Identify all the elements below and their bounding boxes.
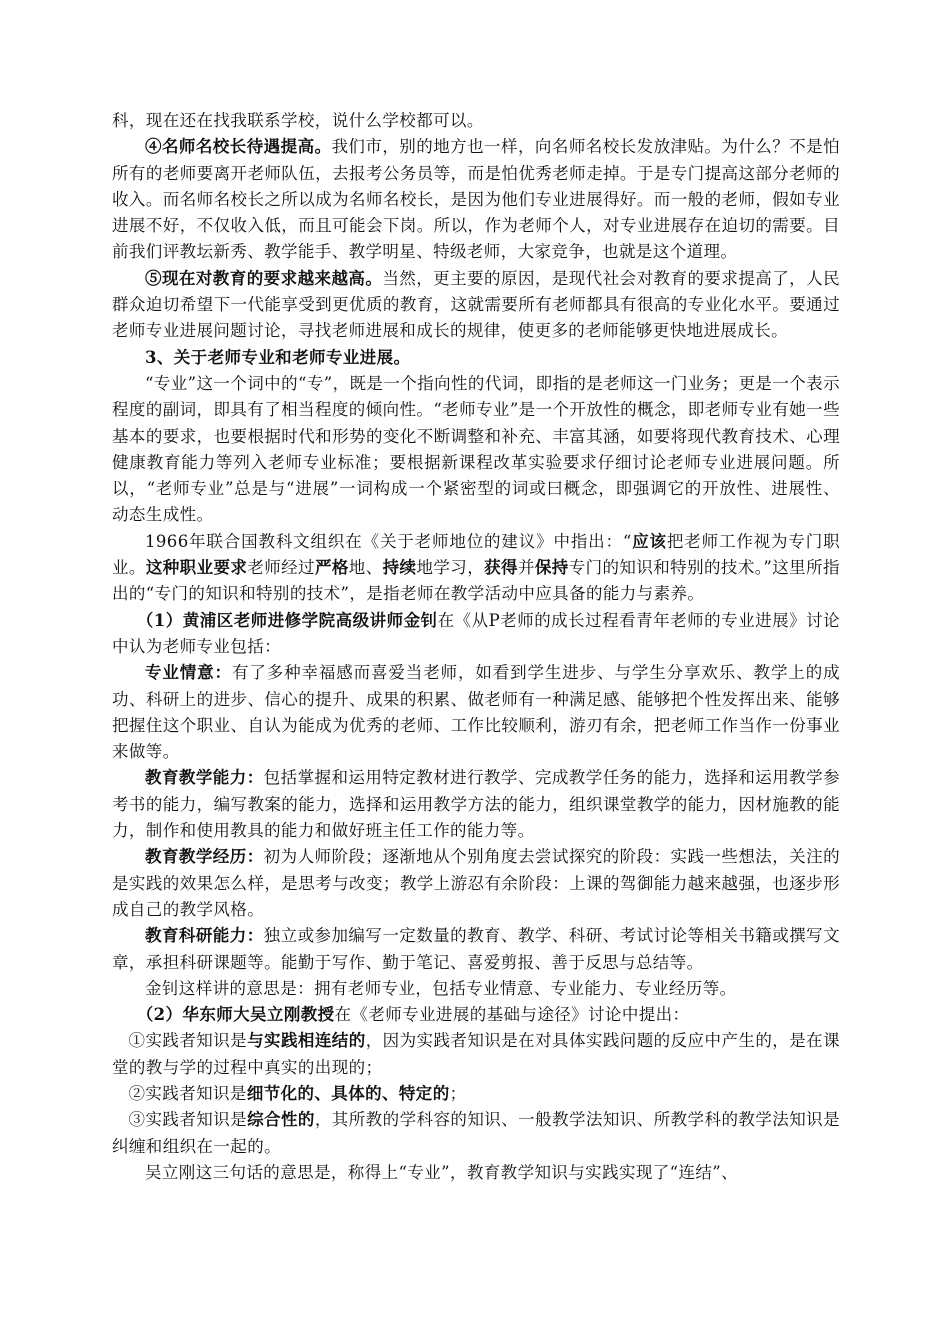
text: 有了多种幸福感而喜爱当老师，如看到学生进步、与学生分享欢乐、教学上的成功、科研上的进步、信心的提升、成果的积累、做老师有一种满足感、能够把个性发挥出来、能够把握住这个职业、自认为能成为优秀的老师、工作比较顺利，游刃有余，把老师工作当作一份事业来做等。 — [112, 663, 841, 762]
bold-text: （2）华东师大吴立刚教授 — [136, 1005, 335, 1025]
bold-text: 3、关于老师专业和老师专业进展。 — [145, 347, 411, 367]
paragraph — [112, 660, 840, 765]
text: 地、 — [348, 558, 383, 578]
text: 科，现在还在找我联系学校，说什么学校都可以。 — [112, 111, 484, 130]
paragraph — [112, 765, 840, 844]
text: 专门的知识和特别的技术。”这里所指出的“专门的知识和特别的技术”，是指老师在教学活动中应具备的能力与素养。 — [112, 558, 840, 604]
text: ③实践者知识是 — [128, 1110, 248, 1130]
text: ②实践者知识是 — [128, 1083, 247, 1103]
text: 当然，更主要的原因，是现代社会对教育的要求提高了，人民群众迫切希望下一代能享受到更优质的教育，这就需要所有老师都具有很高的专业化水平。要通过老师专业进展问题讨论，寻找老师进展和成长的规律，使更多的老师能够更快地进展成长。 — [112, 268, 840, 341]
text: 并 — [517, 558, 535, 578]
bold-text: 专业情意： — [145, 663, 232, 683]
text: ，其所教的学科容的知识、一般教学法知识、所教学科的教学法知识是纠缠和组织在一起的。 — [112, 1110, 840, 1156]
paragraph — [112, 134, 840, 265]
text: ； — [449, 1083, 467, 1103]
document-page — [112, 108, 840, 1186]
bold-text: 教育科研能力： — [145, 926, 264, 946]
text: 老师经过 — [247, 558, 315, 578]
text: ①实践者知识是 — [128, 1031, 248, 1051]
text: 吴立刚这三句话的意思是，称得上“专业”，教育教学知识与实践实现了“连结”、 — [145, 1162, 739, 1182]
text: 地学习， — [416, 558, 485, 578]
bold-text: 保持 — [534, 558, 569, 578]
text: ，因为实践者知识是在对具体实践问题的反应中产生的，是在课堂的教与学的过程中真实的出现的； — [112, 1031, 840, 1077]
bold-text: 综合性的 — [247, 1110, 315, 1130]
paragraph — [112, 1028, 840, 1081]
bold-text: 这种职业要求 — [145, 558, 248, 578]
paragraph — [112, 923, 840, 976]
paragraph — [112, 844, 840, 923]
bold-text: ⑤现在对教育的要求越来越高。 — [145, 268, 383, 288]
text: 我们市，别的地方也一样，向名师名校长发放津贴。为什么？不是怕所有的老师要离开老师队伍，去报考公务员等，而是怕优秀老师走掉。于是专门提高这部分老师的收入。而名师名校长之所以成为名师名校长，是因为他们专业进展得好。而一般的老师，假如专业进展不好，不仅收入低，而且可能会下岗。所以，作为老师个人，对专业进展存在迫切的需要。目前我们评教坛新秀、教学能手、教学明星、特级老师，大家竞争，也就是这个道理。 — [112, 137, 841, 262]
text: 包括掌握和运用特定教材进行教学、完成教学任务的能力，选择和运用教学参考书的能力，编写教案的能力，选择和运用教学方法的能力，组织课堂教学的能力，因材施教的能力，制作和使用教具的能力和做好班主任工作的能力等。 — [112, 768, 840, 841]
paragraph — [112, 108, 840, 134]
bold-text: 获得 — [484, 558, 518, 578]
text: 在《从P老师的成长过程看青年老师的专业进展》讨论中认为老师专业包括： — [112, 610, 840, 656]
paragraph — [112, 345, 840, 371]
bold-text: 细节化的、具体的、特定的 — [246, 1083, 450, 1103]
bold-text: 教育教学能力： — [145, 768, 264, 788]
bold-text: （1）黄浦区老师进修学院高级讲师金钊 — [136, 610, 438, 630]
text: 独立或参加编写一定数量的教育、教学、科研、考试讨论等相关书籍或撰写文章，承担科研课题等。能勤于写作、勤于笔记、喜爱剪报、善于反思与总结等。 — [112, 926, 840, 972]
bold-text: 应该 — [631, 531, 667, 551]
bold-text: 教育教学经历： — [145, 847, 264, 867]
bold-text: ④名师名校长待遇提高。 — [145, 137, 332, 157]
bold-text: 与实践相连结的 — [247, 1031, 366, 1051]
paragraph — [112, 1160, 840, 1186]
bold-text: 严格 — [314, 558, 349, 578]
bold-text: 持续 — [382, 558, 417, 578]
paragraph — [112, 1002, 840, 1028]
text: 1966年联合国教科文组织在《关于老师地位的建议》中指出：“ — [145, 531, 632, 551]
text: 把老师工作视为专门职业。 — [112, 531, 840, 578]
paragraph — [112, 976, 840, 1002]
paragraph — [112, 608, 840, 661]
paragraph — [112, 266, 840, 345]
text: 在《老师专业进展的基础与途径》讨论中提出： — [334, 1005, 690, 1025]
text: “专业”这一个词中的“专”，既是一个指向性的代词，即指的是老师这一门业务；更是一个表示程度的副词，即具有了相当程度的倾向性。“老师专业”是一个开放性的概念，即老师专业有她一些基本的要求，也要根据时代和形势的变化不断调整和补充、丰富其涵，如要将现代教育技术、心理健康教育能力等列入老师专业标准；要根据新课程改革实验要求仔细讨论老师专业进展问题。所以，“老师专业”总是与“进展”一词构成一个紧密型的词或曰概念，即强调它的开放性、进展性、动态生成性。 — [112, 373, 840, 525]
paragraph — [112, 371, 840, 529]
text: 初为人师阶段；逐渐地从个别角度去尝试探究的阶段：实践一些想法，关注的是实践的效果怎么样，是思考与改变；教学上游忍有余阶段：上课的驾御能力越来越强，也逐步形成自己的教学风格。 — [112, 847, 840, 919]
text: 金钊这样讲的意思是：拥有老师专业，包括专业情意、专业能力、专业经历等。 — [145, 978, 737, 998]
paragraph — [112, 1107, 840, 1160]
paragraph — [112, 529, 840, 608]
paragraph — [112, 1081, 840, 1107]
